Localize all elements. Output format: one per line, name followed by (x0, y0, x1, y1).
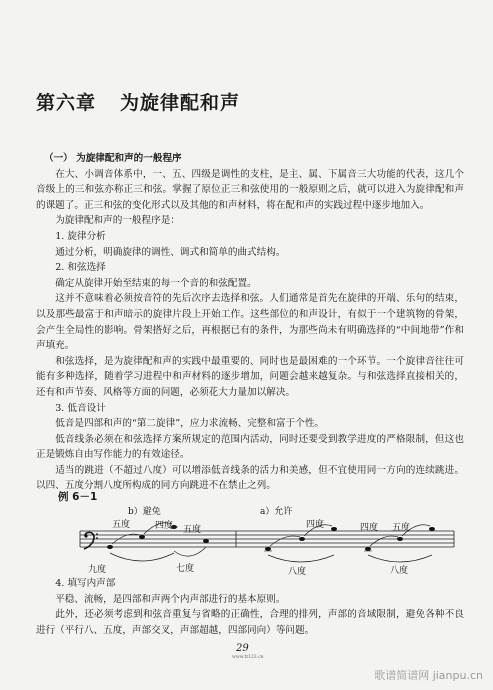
interval-label: 七度 (176, 564, 195, 574)
section-one-body (36, 151, 464, 494)
interval-label: 四度 (306, 520, 325, 530)
interval-label: 九度 (88, 565, 107, 575)
paragraph: 平稳、流畅，是四部和声两个内声部进行的基本原则。 (55, 593, 286, 605)
paragraph: 通过分析，明确旋律的调性、调式和简单的曲式结构。 (55, 246, 286, 258)
interval-label: 四度 (360, 523, 379, 533)
paragraph: 和弦选择，是为旋律配和声的实践中最重要的、同时也是最困难的一个环节。一个旋律音往往可能有多种选择，随着学习进程中和声材料的逐步增加，问题会越来越复杂。与和弦选择直接相关的，还有和声节奏、风格等方面的问题，必须花大力量加以解决。 (36, 355, 464, 398)
paragraph: 确定从旋律开始至结束的每一个音的和弦配置。 (55, 277, 257, 289)
paragraph: 这并不意味着必须按音符的先后次序去选择和弦。人们通常是首先在旋律的开端、乐句的结束，以及那些最富于和声暗示的旋律片段上开始工作。这些部位的和声设计，有似于一个建筑物的骨架，会产生全局性的影响。骨架搭好之后，再根据已有的条件，为那些尚未有明确选择的“中间地带”作和声填充。 (36, 293, 464, 352)
music-example (58, 503, 458, 575)
example-tag-allowed: a）允许 (260, 507, 293, 517)
paragraph: 在大、小调音体系中，一、五、四级是调性的支柱，是主、属、下属音三大功能的代表，这几个音级上的三和弦亦称正三和弦。掌握了原位正三和弦使用的一般原则之后，就可以进入为旋律配和声的课题了。正三和弦的变化形式以及其他的和声材料，将在配和声的实践过程中逐步地加入。 (36, 168, 464, 211)
interval-label: 四度 (155, 521, 174, 531)
interval-label: 五度 (183, 525, 202, 535)
paragraph: 为旋律配和声的一般程序是： (55, 215, 180, 227)
interval-label: 八度 (390, 566, 409, 576)
step-title: 4. 填写内声部 (55, 578, 116, 589)
paragraph: 适当的跳进（不超过八度）可以增添低音线条的活力和美感，但不宜使用同一方向的连续跳进。以四、五度分割八度所构成的同方向跳进不在禁止之列。 (36, 464, 464, 492)
watermark: 歌谱简谱网 jianpu.cn (374, 669, 483, 682)
interval-label: 五度 (112, 520, 131, 530)
footer-small-text: www.tt123.cn (232, 655, 264, 660)
example-tag-avoid: b）避免 (128, 507, 161, 517)
step-title: 3. 低音设计 (55, 402, 106, 414)
paragraph: 低音线条必须在和弦选择方案所规定的范围内活动，同时还要受到教学进度的严格限制，但这也正是锻炼自由写作能力的有效途径。 (36, 433, 464, 461)
example-label: 例 6－1 (58, 491, 98, 503)
page-number: 29 (236, 643, 249, 654)
paragraph: 此外，还必须考虑到和弦音重复与省略的正确性，合理的排列，声部的音域限制，避免各种不良进行（平行八、五度，声部交叉，声部超越，四部同向）等问题。 (36, 609, 464, 636)
step-title: 2. 和弦选择 (55, 262, 106, 274)
paragraph: 低音是四部和声的“第二旋律”，应力求流畅、完整和富于个性。 (55, 418, 325, 430)
interval-label: 八度 (288, 567, 307, 577)
chapter-title (36, 88, 240, 115)
section-heading: （一） 为旋律配和声的一般程序 (44, 153, 182, 164)
interval-label: 五度 (392, 523, 411, 533)
section-two-body (36, 576, 464, 638)
chapter-name: 为旋律配和声 (120, 92, 241, 114)
step-title: 1. 旋律分析 (55, 230, 106, 242)
chapter-number: 第六章 (36, 92, 97, 114)
